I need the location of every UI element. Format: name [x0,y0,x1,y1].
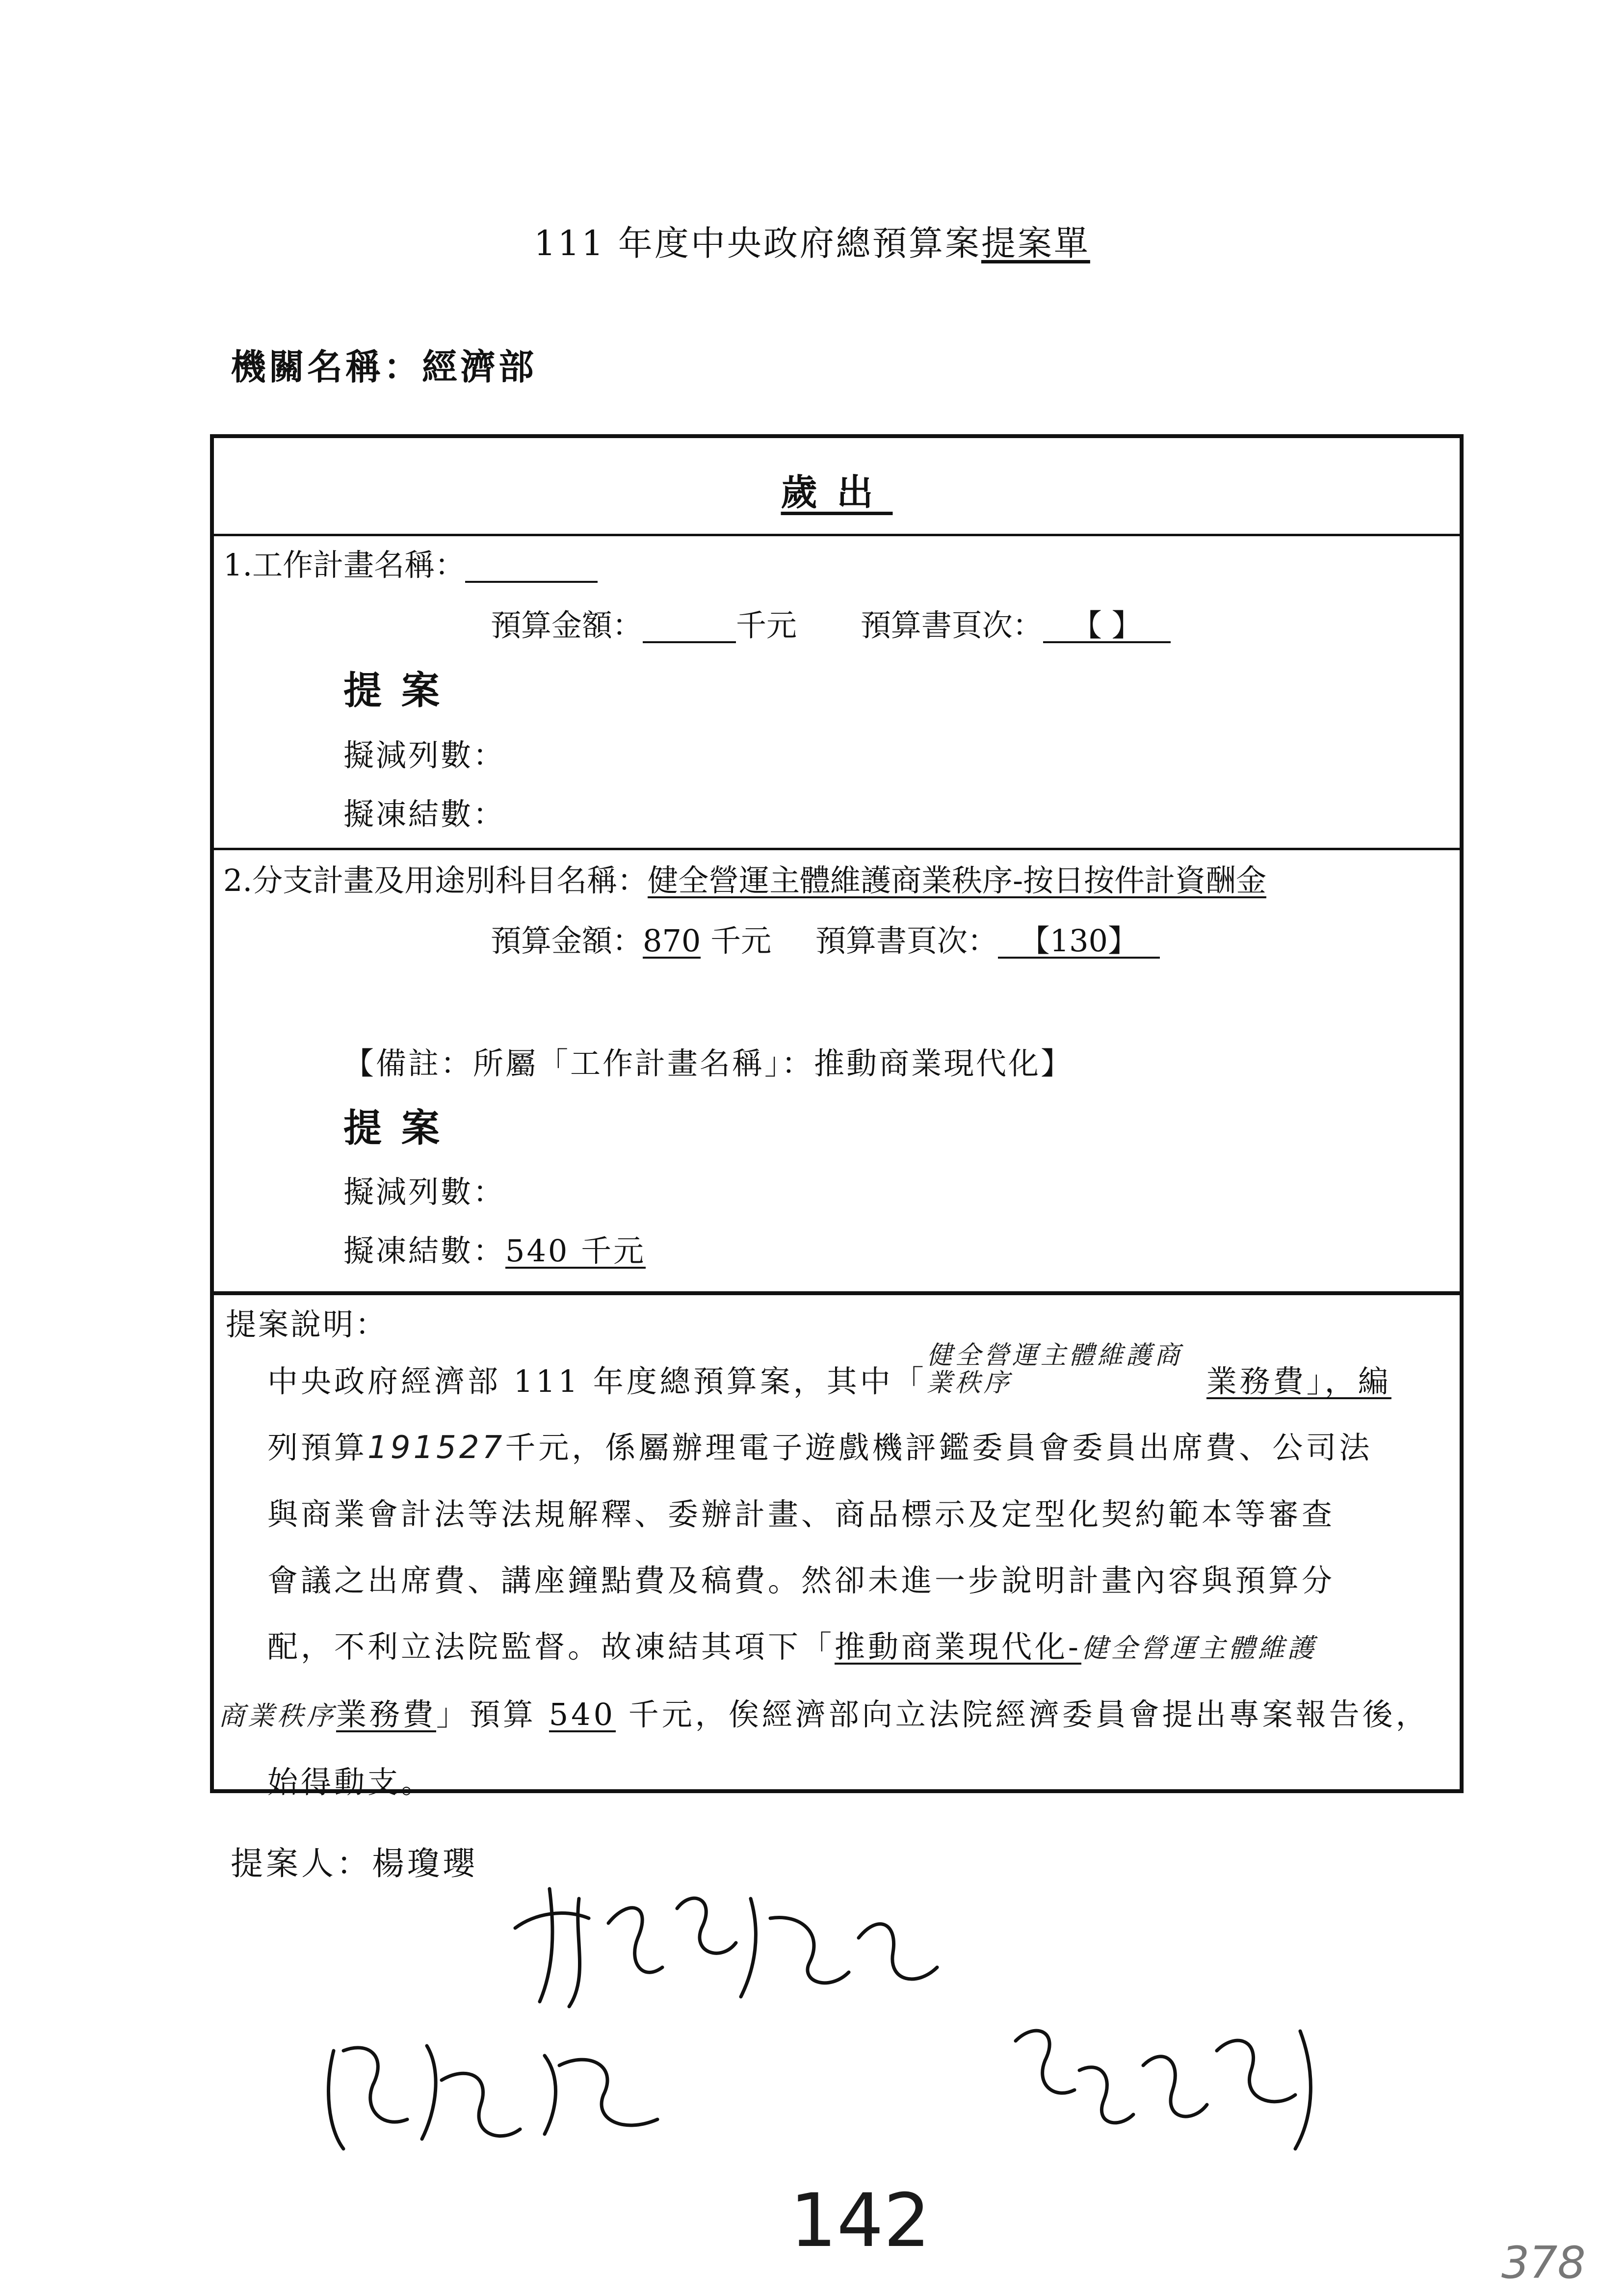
item1-budget-line [491,601,1171,645]
item1-reduce-label: 擬減列數： [343,737,506,773]
title-underlined: 提案單 [981,223,1090,263]
document-title [0,216,1624,265]
item2-page-value: 【130】 [998,925,1160,959]
explanation-line: 配，不利立法院監督。故凍結其項下「推動商業現代化-健全營運主體維護 [267,1629,1317,1665]
handwritten-insert: 健全營運主體維護商業秩序 [926,1340,1183,1398]
handwritten-insert: 健全營運主體維護 [1081,1633,1317,1664]
item2-remark: 【備註：所屬「工作計畫名稱」：推動商業現代化】 [343,1045,1074,1081]
item2-budget-amount: 870 [643,923,701,959]
item1-budget-unit: 千元 [736,607,797,643]
agency-line [231,339,537,390]
agency-label: 機關名稱： [231,346,422,388]
item2-name: 健全營運主體維護商業秩序-按日按件計資酬金 [648,862,1267,898]
signature-1 [505,1869,947,2016]
item2-page-label: 預算書頁次： [815,923,998,959]
item1-freeze-label: 擬凍結數： [343,796,506,832]
explanation-label: 提案說明： [226,1306,388,1342]
item2-budget-line [491,916,1160,960]
proposer-name: 楊瓊瓔 [372,1845,478,1882]
item2-proposal-heading: 提案 [343,1106,460,1150]
item1-label: 1.工作計畫名稱： [223,541,598,584]
item2-budget-label: 預算金額： [491,923,643,959]
page-number: 378 [1501,2237,1586,2289]
explanation-line: 列預算191527千元，係屬辦理電子遊戲機評鑑委員會委員出席費、公司法 [267,1430,1373,1466]
table-divider [210,848,1464,850]
handwritten-insert: 191527 [367,1430,505,1466]
item2-freeze-value: 540 千元 [505,1233,646,1269]
table-divider [210,1291,1464,1295]
item2-reduce-label: 擬減列數： [343,1174,506,1210]
agency-name: 經濟部 [422,346,537,388]
item1-proposal-heading: 提案 [343,668,460,713]
proposer-line [231,1837,478,1884]
explanation-line: 與商業會計法等法規解釋、委辦計畫、商品標示及定型化契約範本等審查 [267,1496,1336,1532]
proposer-label: 提案人： [231,1845,372,1882]
table-divider [210,534,1464,536]
handwritten-insert: 商業秩序 [218,1700,336,1731]
signature-2 [314,2021,687,2159]
item2-budget-unit: 千元 [710,923,772,959]
item1-budget-label: 預算金額： [491,607,643,643]
explanation-line: 商業秩序業務費」預算 540 千元，俟經濟部向立法院經濟委員會提出專案報告後， [218,1696,1429,1732]
explanation-line: 會議之出席費、講座鐘點費及稿費。然卻未進一步說明計畫內容與預算分 [267,1563,1336,1598]
item2-freeze-label: 擬凍結數： [343,1233,506,1269]
item2-freeze-line [343,1226,646,1270]
handwritten-number: 142 [790,2178,931,2264]
item2-label-line [223,856,1266,900]
item1-page-label: 預算書頁次： [860,607,1043,643]
section-title: 歲出 [781,471,893,514]
item2-label: 2.分支計畫及用途別科目名稱： [223,862,648,898]
explanation-line: 中央政府經濟部 111 年度總預算案，其中「健全營運主體維護商業秩序 業務費」，編 [267,1340,1391,1399]
explanation-line: 始得動支。 [267,1764,435,1800]
signature-3 [1001,2002,1344,2159]
item1-page-value: 【 】 [1043,609,1171,643]
title-main: 111 年度中央政府總預算案 [534,223,981,263]
explanation-text [218,1340,1455,1815]
